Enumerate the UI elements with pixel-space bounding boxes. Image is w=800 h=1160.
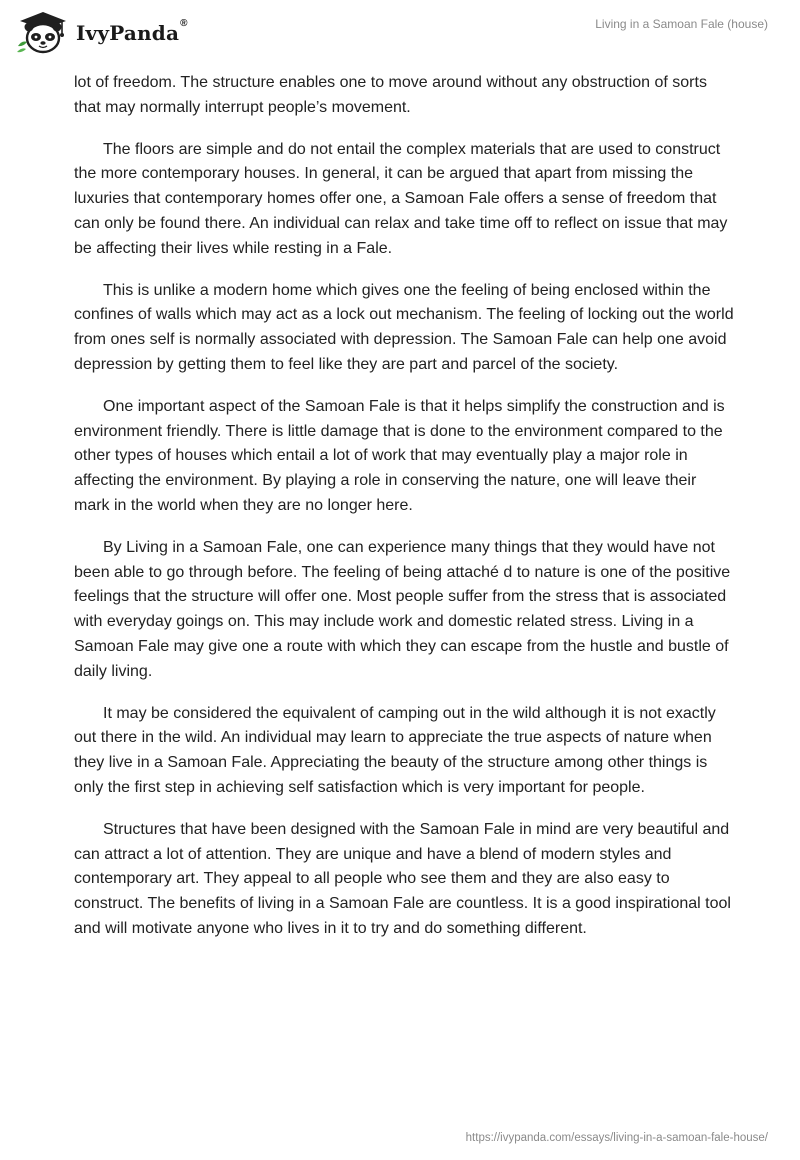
paragraph: It may be considered the equivalent of camping out in the wild although it is not exactly out there in the wild. An individual may learn to appreciate the true aspects of nature when they live in a Samoan Fale. Appreciating the beauty of the structure among other things is only the first step in achieving self satisfaction which is very important for people. [74,704,716,796]
page-header [0,0,800,64]
paragraph: The floors are simple and do not entail the complex materials that are used to construct the more contemporary houses. In general, it can be argued that apart from missing the luxuries that contemporary homes offer one, a Samoan Fale offers a sense of freedom that can only be found there. An individual can relax and take time off to reflect on issue that may be affecting their lives while resting in a Fale. [74,140,728,257]
ivypanda-logo[interactable] [14,10,188,54]
brand-name: IvyPanda® [76,18,188,45]
paragraph: One important aspect of the Samoan Fale is that it helps simplify the construction and is environment friendly. There is little damage that is done to the environment compared to the other types of houses which entail a lot of work that may eventually play a major role in affecting the environment. By playing a role in conserving the nature, one will leave their mark in the world when they are no longer here. [74,397,725,514]
registered-mark: ® [180,18,188,29]
essay-body [74,71,734,959]
document-title: Living in a Samoan Fale (house) [595,17,768,31]
panda-graduate-icon [14,10,72,54]
source-url[interactable]: https://ivypanda.com/essays/living-in-a-samoan-fale-house/ [465,1132,768,1144]
paragraph: Structures that have been designed with the Samoan Fale in mind are very beautiful and can attract a lot of attention. They are unique and have a blend of modern styles and contemporary art. They appeal to all people who see them and they are also easy to construct. The benefits of living in a Samoan Fale are countless. It is a good inspirational tool and will motivate anyone who lives in it to try and do something different. [74,820,731,937]
paragraph: By Living in a Samoan Fale, one can experience many things that they would have not been able to go through before. The feeling of being attaché d to nature is one of the positive feelings that the structure will offer one. Most people suffer from the stress that is associated with everyday goings on. This may include work and domestic related stress. Living in a Samoan Fale may give one a route with which they can escape from the hustle and bustle of daily living. [74,538,731,680]
paragraph: This is unlike a modern home which gives one the feeling of being enclosed within the confines of walls which may act as a lock out mechanism. The feeling of locking out the world from ones self is normally associated with depression. The Samoan Fale can help one avoid depression by getting them to feel like they are part and parcel of the society. [74,281,734,373]
paragraph: lot of freedom. The structure enables one to move around without any obstruction of sorts that may normally interrupt people’s movement. [74,74,707,116]
